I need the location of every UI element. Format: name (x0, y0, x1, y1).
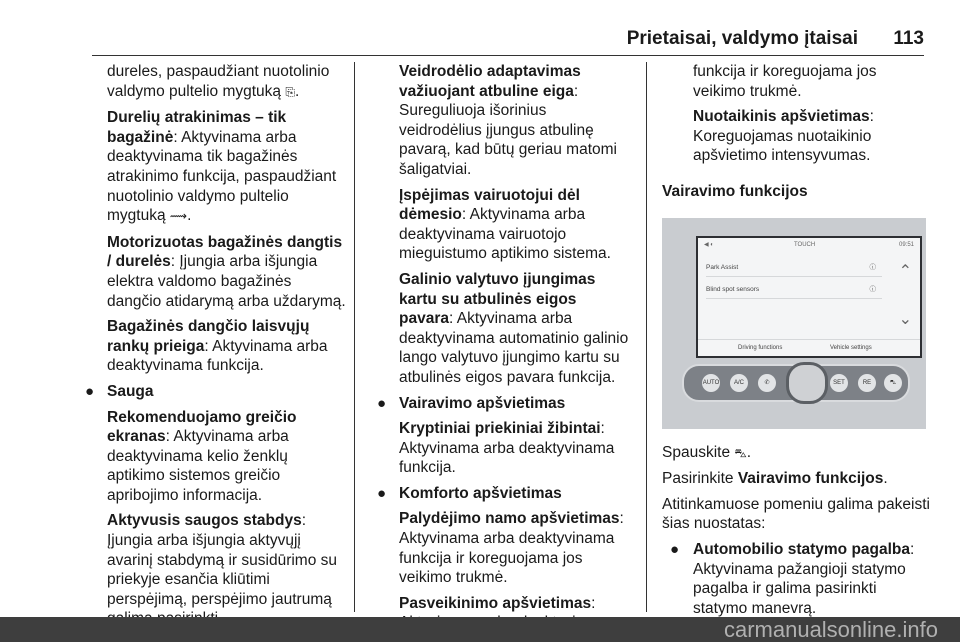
guide-paragraph (399, 509, 632, 587)
door-unlock-title: Durelių atrakinimas – tik bagažinė (107, 109, 287, 146)
door-unlock-paragraph (107, 108, 346, 227)
welcome-text: : (591, 594, 596, 612)
screen-status-bar (698, 238, 920, 252)
status-time: 09:51 (898, 241, 914, 248)
motor-paragraph (107, 233, 346, 311)
speed-title: Rekomenduojamo greičio ekranas (107, 408, 297, 446)
screen-display (696, 236, 922, 358)
phone-icon: ✆ (758, 374, 776, 392)
status-mid: TOUCH (794, 241, 816, 248)
chevron-up-icon: ⌃ (898, 262, 912, 280)
col2-items (384, 62, 632, 388)
brake-text: : Įjungia arba išjungia aktyvųjį avarinį stabdymą ir susidūrimo su priekyje esančia kliūtimi perspėjimą, perspėjimo jautrumą (107, 512, 338, 608)
press-end: . (746, 443, 752, 461)
wiper-text: : Aktyvinama arba deaktyvinama automatinio galinio lango valytuvo įjungimo kartu su atbulinės eigos pavara funkcija. (399, 310, 629, 386)
console-button: SET (830, 374, 848, 392)
screen-console (682, 364, 910, 402)
press-text: Spauskite (662, 443, 731, 461)
page-header (0, 0, 960, 60)
press-paragraph (662, 443, 930, 464)
attention-paragraph (399, 186, 632, 264)
handsfree-paragraph (107, 317, 346, 376)
adaptive-title: Kryptiniai priekiniai žibintai (399, 420, 601, 438)
column-3 (662, 62, 930, 624)
key-unlock-icon: ⎘ (285, 84, 295, 99)
comfort-bullet: Komforto apšvietimas (399, 484, 562, 502)
watermark: carmanualsonline.info (0, 617, 960, 642)
bullet-icon: ● (377, 394, 387, 412)
page-number: 113 (893, 28, 924, 49)
driving-lights-bullet-item (377, 394, 632, 478)
console-button: AUTO (702, 374, 720, 392)
adaptive-paragraph (399, 419, 632, 478)
car-icon: ⛍ (884, 374, 902, 392)
row2-label: Blind spot sensors (706, 285, 760, 293)
guide-title: Palydėjimo namo apšvietimas (399, 510, 620, 528)
guide-text: : Aktyvinama arba deaktyvinama funkcija ir koreguojama jos veikimo trukmė. (399, 510, 624, 587)
safety-bullet: Sauga (107, 382, 154, 400)
wiper-title: Galinio valytuvo įjungimas kartu su atbulinės eigos pavara (399, 270, 596, 328)
mirror-title: Veidrodėlio adaptavimas važiuojant atbuline eiga (399, 63, 581, 100)
bullet-icon: ● (377, 484, 387, 502)
motor-text: : Įjungia arba išjungia elektra valdomo bagažinės dangčio atidarymą arba uždarymą. (107, 253, 346, 310)
motor-title: Motorizuotas bagažinės dangtis / durelės (107, 233, 343, 271)
welcome-title: Pasveikinimo apšvietimas (399, 594, 592, 612)
intro-paragraph (107, 62, 346, 102)
select-end: . (883, 470, 888, 488)
comfort-bullet-item (377, 484, 632, 633)
select-title: Vairavimo funkcijos (737, 470, 884, 488)
speed-paragraph (107, 408, 346, 506)
safety-bullet-item (85, 382, 346, 629)
bullet-icon: ● (85, 382, 95, 400)
car-icon: ⛍ (734, 445, 747, 460)
info-icon: ⓘ (869, 263, 876, 271)
column-divider-2 (646, 62, 647, 612)
infotainment-screen-image (662, 218, 926, 429)
col3-cont (662, 62, 930, 166)
park-paragraph (693, 540, 930, 618)
intro-text: dureles, paspaudžiant nuotolinio valdymo pultelio mygtuką (107, 63, 330, 100)
menu-text: Atitinkamuose pomeniu galima pakeisti šias nuostatas: (662, 495, 930, 533)
attention-title: Įspėjimas vairuotojui dėl dėmesio (399, 186, 580, 224)
column-2 (377, 62, 632, 639)
console-button: A/C (730, 374, 748, 392)
screen-row-park-assist (706, 260, 882, 277)
park-bullet-item (662, 540, 930, 618)
select-pre: Pasirinkite (662, 470, 734, 488)
park-text: : Aktyvinama pažangioji statymo pagalba ir galima pasirinkti statymo manevrą. (693, 540, 915, 617)
driving-lights-bullet: Vairavimo apšvietimas (399, 394, 566, 412)
handsfree-title: Bagažinės dangčio laisvųjų rankų prieiga (107, 318, 310, 355)
ambient-text: : Koreguojamas nuotaikinio apšvietimo intensyvumas. (693, 108, 874, 165)
column-divider-1 (354, 62, 355, 612)
attention-text: : Aktyvinama arba deaktyvinama vairuotojo mieguistumo aptikimo sistema. (399, 206, 611, 263)
bullet-icon: ● (670, 540, 680, 558)
screen-tabs (698, 339, 920, 356)
header-divider (92, 55, 924, 56)
park-title: Automobilio statymo pagalba (693, 540, 911, 558)
ambient-title: Nuotaikinis apšvietimas (693, 108, 870, 126)
status-left: ◀ ◐ (704, 241, 714, 248)
wiper-paragraph (399, 270, 632, 388)
header-title: Prietaisai, valdymo įtaisai (626, 28, 858, 49)
adaptive-text: : Aktyvinama arba deaktyvinama funkcija. (399, 420, 615, 477)
row1-label: Park Assist (706, 263, 739, 271)
door-unlock-text: : Aktyvinama arba deaktyvinama tik bagažinės atrakinimo funkcija, paspaudžiant nuotolinio valdymo pultelio mygtuką (107, 128, 337, 225)
intro-end: . (294, 82, 300, 100)
tab-driving-functions: Driving functions (738, 344, 783, 351)
section-title: Vairavimo funkcijos (662, 182, 808, 200)
column-1 (85, 62, 346, 635)
door-unlock-end: . (187, 207, 192, 225)
handsfree-text: : Aktyvinama arba deaktyvinama funkcija. (107, 337, 328, 375)
select-paragraph (662, 469, 930, 489)
ambient-paragraph (693, 107, 930, 166)
chevron-down-icon: ⌄ (898, 310, 912, 328)
brake-paragraph (107, 511, 346, 629)
welcome-cont-text: funkcija ir koreguojama jos veikimo trukmė. (693, 63, 877, 100)
col1-items (92, 62, 346, 376)
tailgate-icon: ⟿ (169, 209, 188, 224)
mirror-text: : Sureguliuoja išorinius veidrodėlius įjungus atbulinę pavarą, kad būtų geriau matomi šaligatviai. (399, 82, 617, 178)
info-icon: ⓘ (869, 285, 876, 293)
tab-vehicle-settings: Vehicle settings (830, 344, 872, 351)
console-button: RE (858, 374, 876, 392)
brake-title: Aktyvusis saugos stabdys (107, 512, 302, 530)
screen-row-blind-spot (706, 282, 882, 299)
speed-text: : Aktyvinama arba deaktyvinama kelio ženklų aptikimo sistemos greičio apribojimo informacija. (107, 428, 289, 504)
mirror-paragraph (399, 62, 632, 180)
volume-knob (786, 362, 828, 404)
